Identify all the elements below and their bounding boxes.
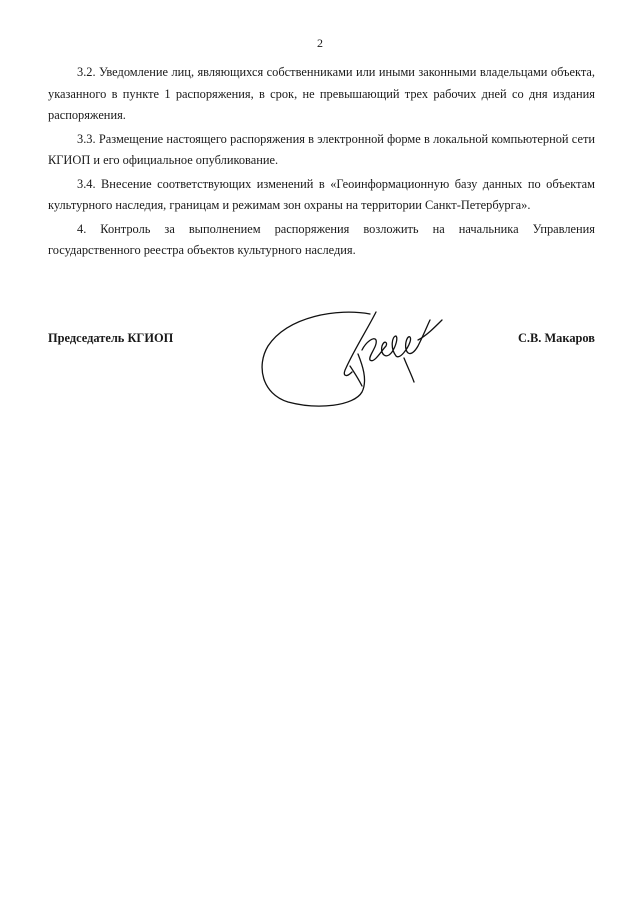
paragraph-3-3: 3.3. Размещение настоящего распоряжения в электронной форме в локальной компьютерной сети КГИОП и его официальное опубликование. xyxy=(48,131,595,167)
document-body xyxy=(48,62,595,264)
paragraph-3-2: 3.2. Уведомление лиц, являющихся собственниками или иными законными владельцами объекта, указанного в пункте 1 распоряжения, в срок, не превышающий трех рабочих дней со дня издания распоряжения. xyxy=(48,65,595,122)
page-number: 2 xyxy=(317,36,323,50)
handwritten-signature xyxy=(258,306,448,412)
paragraph-4: 4. Контроль за выполнением распоряжения возложить на начальника Управления государственного реестра объектов культурного наследия. xyxy=(48,221,595,257)
signer-name: С.В. Макаров xyxy=(517,331,595,345)
signer-title: Председатель КГИОП xyxy=(48,331,174,345)
paragraph-3-4: 3.4. Внесение соответствующих изменений в «Геоинформационную базу данных по объектам культурного наследия, границам и режимам зон охраны на территории Санкт-Петербурга». xyxy=(48,176,595,212)
